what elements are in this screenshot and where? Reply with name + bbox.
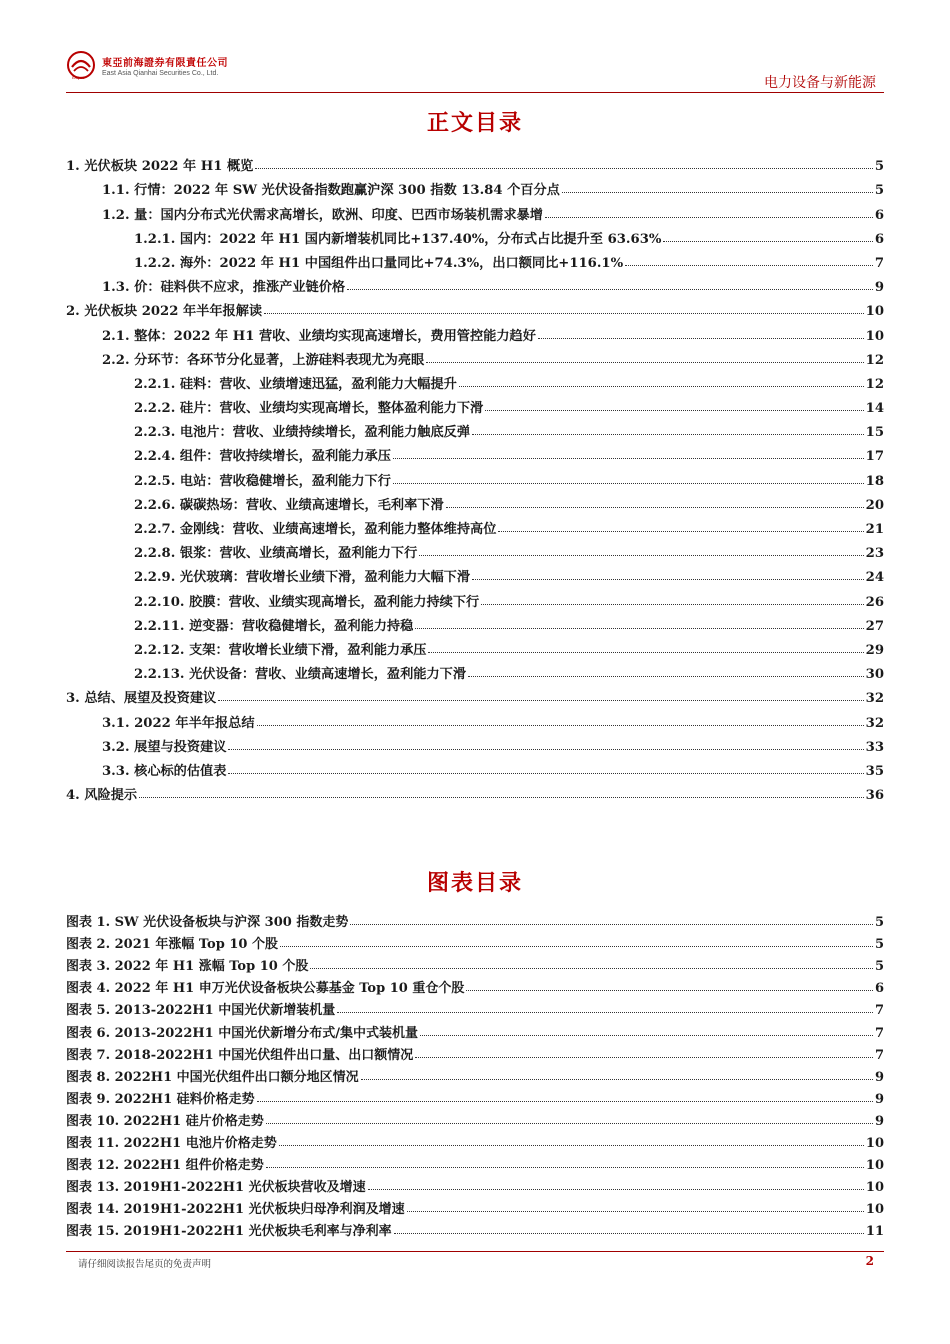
toc-entry-text: 2.2. 分环节：各环节分化显著，上游硅料表现尤为亮眼 [102,352,425,368]
chart-list-entry-text: 图表 8. 2022H1 中国光伏组件出口额分地区情况 [66,1069,359,1085]
toc-entry-text: 2. 光伏板块 2022 年半年报解读 [66,304,263,320]
dot-leader [498,531,863,532]
toc-list [66,150,884,803]
chart-list-entry[interactable] [66,1151,884,1173]
toc-entry-text: 4. 风险提示 [66,788,138,804]
chart-list-entry[interactable] [66,1173,884,1195]
toc-entry[interactable] [66,416,884,440]
company-logo [66,50,228,80]
chart-list-entry-page: 5 [874,915,884,931]
dot-leader [485,410,863,411]
chart-list-entry-text: 图表 10. 2022H1 硅片价格走势 [66,1113,264,1129]
dot-leader [266,1123,873,1124]
toc-entry-page: 5 [874,159,884,175]
toc-entry-text: 3.3. 核心标的估值表 [102,763,227,779]
chart-list-entry-page: 9 [874,1069,884,1085]
dot-leader [538,338,864,339]
toc-entry[interactable] [66,344,884,368]
chart-list-entry-page: 9 [874,1091,884,1107]
dot-leader [280,946,873,947]
chart-list-entry[interactable] [66,996,884,1018]
toc-entry-text: 2.2.10. 胶膜：营收、业绩实现高增长，盈利能力持续下行 [134,594,480,610]
chart-list-entry[interactable] [66,1041,884,1063]
svg-text:EAQHS: EAQHS [72,76,85,80]
toc-entry-page: 6 [874,231,884,247]
toc-entry[interactable] [66,658,884,682]
toc-entry-text: 2.2.1. 硅料：营收、业绩增速迅猛，盈利能力大幅提升 [134,376,457,392]
toc-entry-text: 2.2.5. 电站：营收稳健增长，盈利能力下行 [134,473,391,489]
toc-entry-page: 6 [874,207,884,223]
dot-leader [419,555,863,556]
chart-list-entry-page: 5 [874,937,884,953]
toc-entry-page: 9 [874,280,884,296]
chart-list-entry[interactable] [66,1129,884,1151]
toc-entry[interactable] [66,731,884,755]
page-number: 2 [865,1254,874,1268]
chart-list-entry[interactable] [66,1195,884,1217]
toc-entry-page: 23 [865,546,884,562]
toc-entry[interactable] [66,271,884,295]
chart-list-entry-text: 图表 14. 2019H1-2022H1 光伏板块归母净利润及增速 [66,1202,405,1218]
toc-entry-text: 2.2.2. 硅片：营收、业绩均实现高增长，整体盈利能力下滑 [134,401,484,417]
toc-entry-text: 2.2.8. 银浆：营收、业绩高增长，盈利能力下行 [134,546,418,562]
toc-entry-text: 1.3. 价：硅料供不应求，推涨产业链价格 [102,280,346,296]
chart-list-entry-text: 图表 7. 2018-2022H1 中国光伏组件出口量、出口额情况 [66,1047,414,1063]
chart-list-entry-page: 10 [865,1136,884,1152]
chart-list-entry[interactable] [66,1217,884,1239]
chart-list-entry-text: 图表 1. SW 光伏设备板块与沪深 300 指数走势 [66,915,349,931]
dot-leader [472,434,864,435]
toc-entry-page: 33 [865,739,884,755]
dot-leader [279,1145,864,1146]
chart-list-entry-page: 10 [865,1158,884,1174]
toc-entry-page: 14 [865,401,884,417]
chart-list-entry-page: 10 [865,1180,884,1196]
dot-leader [466,990,873,991]
toc-entry-page: 17 [865,449,884,465]
chart-list-entry-text: 图表 6. 2013-2022H1 中国光伏新增分布式/集中式装机量 [66,1025,418,1041]
toc-entry-text: 3.1. 2022 年半年报总结 [102,715,255,731]
charts-title: 图表目录 [426,871,523,896]
toc-entry[interactable] [66,392,884,416]
toc-entry[interactable] [66,198,884,222]
chart-list-entry-page: 7 [874,1047,884,1063]
chart-list-entry-text: 图表 2. 2021 年涨幅 Top 10 个股 [66,937,278,953]
chart-list-entry[interactable] [66,974,884,996]
dot-leader [310,968,873,969]
toc-entry-page: 26 [865,594,884,610]
toc-entry[interactable] [66,150,884,174]
toc-entry-text: 3. 总结、展望及投资建议 [66,691,217,707]
toc-entry-page: 12 [865,376,884,392]
toc-entry-text: 3.2. 展望与投资建议 [102,739,227,755]
toc-entry[interactable] [66,489,884,513]
toc-entry-page: 5 [874,183,884,199]
toc-entry-page: 35 [865,763,884,779]
dot-leader [393,483,864,484]
toc-entry-page: 15 [865,425,884,441]
toc-entry-text: 2.2.4. 组件：营收持续增长，盈利能力承压 [134,449,391,465]
toc-entry-text: 2.2.12. 支架：营收增长业绩下滑，盈利能力承压 [134,642,427,658]
chart-list-entry-text: 图表 11. 2022H1 电池片价格走势 [66,1136,277,1152]
chart-list-entry-page: 11 [865,1224,884,1240]
dot-leader [266,1167,864,1168]
chart-list-entry[interactable] [66,1085,884,1107]
toc-entry[interactable] [66,610,884,634]
chart-list-entry[interactable] [66,952,884,974]
toc-entry[interactable] [66,464,884,488]
dot-leader [393,458,864,459]
company-name-en: East Asia Qianhai Securities Co., Ltd. [102,69,219,77]
dot-leader [472,579,864,580]
chart-list-entry[interactable] [66,1063,884,1085]
toc-entry-page: 30 [865,667,884,683]
toc-entry-page: 18 [865,473,884,489]
dot-leader [257,725,864,726]
toc-entry-text: 2.2.13. 光伏设备：营收、业绩高速增长，盈利能力下滑 [134,667,467,683]
industry-label: 电力设备与新能源 [764,75,876,91]
chart-list-entry-page: 6 [874,981,884,997]
toc-entry-text: 1.2.1. 国内：2022 年 H1 国内新增装机同比+137.40%，分布式占比提升至 63.63% [134,231,662,247]
toc-entry[interactable] [66,319,884,343]
dot-leader [228,773,863,774]
chart-list-entry[interactable] [66,1107,884,1129]
toc-entry-page: 32 [865,715,884,731]
page-header [66,50,884,94]
header-divider [66,92,884,93]
chart-list-entry[interactable] [66,930,884,952]
toc-entry[interactable] [66,295,884,319]
chart-list-entry[interactable] [66,908,884,930]
chart-list-entry-page: 5 [874,959,884,975]
footer-disclaimer: 请仔细阅读报告尾页的免责声明 [78,1259,212,1270]
dot-leader [446,507,864,508]
toc-entry-text: 1.1. 行情：2022 年 SW 光伏设备指数跑赢沪深 300 指数 13.84 个百分点 [102,183,560,199]
toc-entry-page: 20 [865,497,884,513]
dot-leader [625,265,873,266]
toc-entry-text: 2.2.9. 光伏玻璃：营收增长业绩下滑，盈利能力大幅下滑 [134,570,471,586]
chart-list-entry-page: 9 [874,1113,884,1129]
toc-entry-page: 7 [874,255,884,271]
dot-leader [394,1233,864,1234]
chart-list-entry-text: 图表 9. 2022H1 硅料价格走势 [66,1091,255,1107]
dot-leader [337,1012,873,1013]
toc-entry-page: 21 [865,522,884,537]
toc-entry-page: 24 [865,570,884,586]
toc-entry-page: 10 [865,304,884,320]
toc-entry-page: 29 [865,642,884,658]
toc-entry[interactable] [66,174,884,198]
toc-entry[interactable] [66,247,884,271]
dot-leader [264,313,864,314]
dot-leader [218,700,863,701]
toc-entry[interactable] [66,634,884,658]
toc-entry-text: 2.1. 整体：2022 年 H1 营收、业绩均实现高速增长，费用管控能力趋好 [102,328,536,344]
toc-entry-text: 1.2. 量：国内分布式光伏需求高增长，欧洲、印度、巴西市场装机需求暴增 [102,207,543,223]
toc-entry[interactable] [66,223,884,247]
dot-leader [139,797,864,798]
toc-entry[interactable] [66,779,884,803]
toc-title: 正文目录 [426,111,523,136]
toc-entry-text: 1. 光伏板块 2022 年 H1 概览 [66,159,254,175]
dot-leader [255,168,872,169]
toc-entry-text: 2.2.11. 逆变器：营收稳健增长，盈利能力持稳 [134,618,414,634]
dot-leader [481,604,863,605]
toc-entry-page: 27 [865,618,884,634]
toc-entry[interactable] [66,706,884,730]
toc-entry-text: 2.2.3. 电池片：营收、业绩持续增长，盈利能力触底反弹 [134,425,471,441]
chart-list-entry-text: 图表 12. 2022H1 组件价格走势 [66,1158,264,1174]
dot-leader [426,362,863,363]
toc-entry[interactable] [66,755,884,779]
dot-leader [468,676,864,677]
dot-leader [545,217,873,218]
dot-leader [415,628,863,629]
dot-leader [368,1189,864,1190]
company-name-cn: 東亞前海證券有限責任公司 [102,57,228,69]
toc-entry-text: 2.2.7. 金刚线：营收、业绩高速增长，盈利能力整体维持高位 [134,522,497,537]
toc-entry[interactable] [66,368,884,392]
chart-list-entry-text: 图表 4. 2022 年 H1 申万光伏设备板块公募基金 Top 10 重仓个股 [66,981,465,997]
toc-entry-text: 2.2.6. 碳碳热场：营收、业绩高速增长，毛利率下滑 [134,497,444,513]
dot-leader [428,652,863,653]
dot-leader [257,1101,873,1102]
toc-entry[interactable] [66,440,884,464]
toc-entry-text: 1.2.2. 海外：2022 年 H1 中国组件出口量同比+74.3%，出口额同比+116.1% [134,255,624,271]
dot-leader [228,749,863,750]
toc-entry-page: 10 [865,328,884,344]
chart-list-entry-text: 图表 3. 2022 年 H1 涨幅 Top 10 个股 [66,959,309,975]
dot-leader [361,1079,873,1080]
dot-leader [459,386,864,387]
dot-leader [415,1057,873,1058]
dot-leader [420,1035,873,1036]
chart-list-entry-page: 10 [865,1202,884,1218]
dot-leader [407,1211,864,1212]
charts-list [66,908,884,1239]
toc-entry-page: 12 [865,352,884,368]
toc-entry[interactable] [66,585,884,609]
dot-leader [347,289,873,290]
toc-entry[interactable] [66,682,884,706]
footer-divider [66,1251,884,1252]
toc-entry-page: 36 [865,788,884,804]
chart-list-entry-page: 7 [874,1025,884,1041]
toc-entry[interactable] [66,561,884,585]
dot-leader [562,192,873,193]
toc-entry[interactable] [66,537,884,561]
toc-entry[interactable] [66,513,884,537]
chart-list-entry-text: 图表 15. 2019H1-2022H1 光伏板块毛利率与净利率 [66,1224,392,1240]
chart-list-entry-page: 7 [874,1003,884,1019]
chart-list-entry[interactable] [66,1018,884,1040]
dot-leader [350,924,873,925]
chart-list-entry-text: 图表 13. 2019H1-2022H1 光伏板块营收及增速 [66,1180,366,1196]
logo-mark-icon [66,50,96,80]
toc-entry-page: 32 [865,691,884,707]
chart-list-entry-text: 图表 5. 2013-2022H1 中国光伏新增装机量 [66,1003,336,1019]
dot-leader [663,241,872,242]
